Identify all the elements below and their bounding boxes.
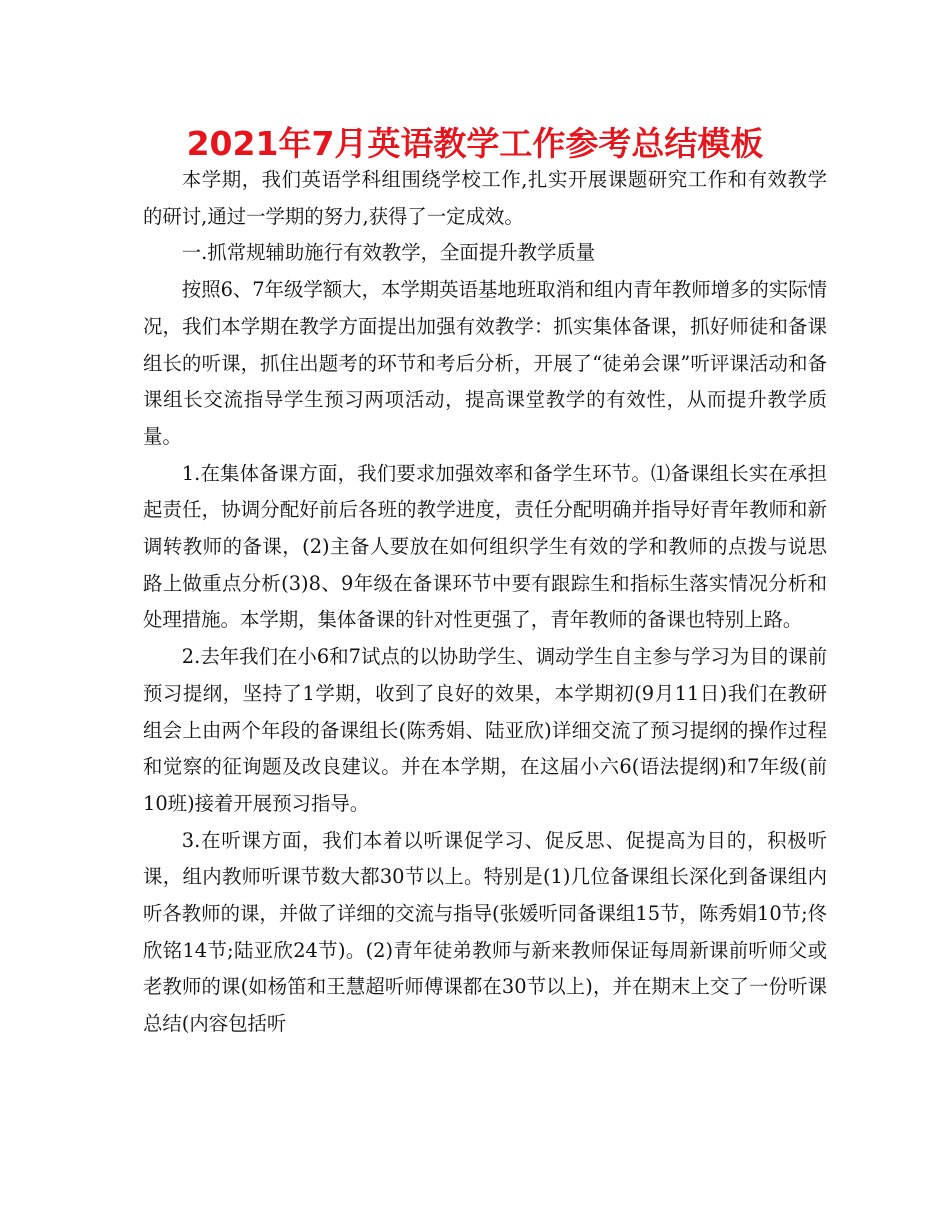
document-body [143, 162, 827, 1043]
paragraph-intro: 本学期，我们英语学科组围绕学校工作,扎实开展课题研究工作和有效教学的研讨,通过一学期的努力,获得了一定成效。 [143, 168, 827, 228]
paragraph-item-2: 2.去年我们在小6和7试点的以协助学生、调动学生自主参与学习为目的课前预习提纲，坚持了1学期，收到了良好的效果，本学期初(9月11日)我们在教研组会上由两个年段的备课组长(陈秀娟、陆亚欣)详细交流了预习提纲的操作过程和觉察的征询题及改良建议。并在本学期，在这届小六6(语法提纲)和7年级(前10班)接着开展预习指导。 [143, 645, 827, 815]
paragraph-item-1: 1.在集体备课方面，我们要求加强效率和备学生环节。⑴备课组长实在承担起责任，协调分配好前后各班的教学进度，责任分配明确并指导好青年教师和新调转教师的备课，(2)主备人要放在如何组织学生有效的学和教师的点拨与说思路上做重点分析(3)8、9年级在备课环节中要有跟踪生和指标生落实情况分析和处理措施。本学期，集体备课的针对性更强了，青年教师的备课也特别上路。 [143, 461, 827, 632]
paragraph-item-3: 3.在听课方面，我们本着以听课促学习、促反思、促提高为目的，积极听课，组内教师听课节数大都30节以上。特别是(1)几位备课组长深化到备课组内听各教师的课，并做了详细的交流与指导(张媛听同备课组15节，陈秀娟10节;佟欣铭14节;陆亚欣24节)。(2)青年徒弟教师与新来教师保证每周新课前听师父或老教师的课(如杨笛和王慧超听师傅课都在30节以上)，并在期末上交了一份听课总结(内容包括听 [143, 828, 827, 1036]
paragraph-overview: 按照6、7年级学额大，本学期英语基地班取消和组内青年教师增多的实际情况，我们本学期在教学方面提出加强有效教学：抓实集体备课，抓好师徒和备课组长的听课，抓住出题考的环节和考后分析，开展了“徒弟会课”听评课活动和备课组长交流指导学生预习两项活动，提高课堂教学的有效性，从而提升教学质量。 [143, 278, 827, 448]
section-heading: 一.抓常规辅助施行有效教学，全面提升教学质量 [181, 241, 596, 265]
document-title: 2021年7月英语教学工作参考总结模板 [186, 124, 764, 163]
